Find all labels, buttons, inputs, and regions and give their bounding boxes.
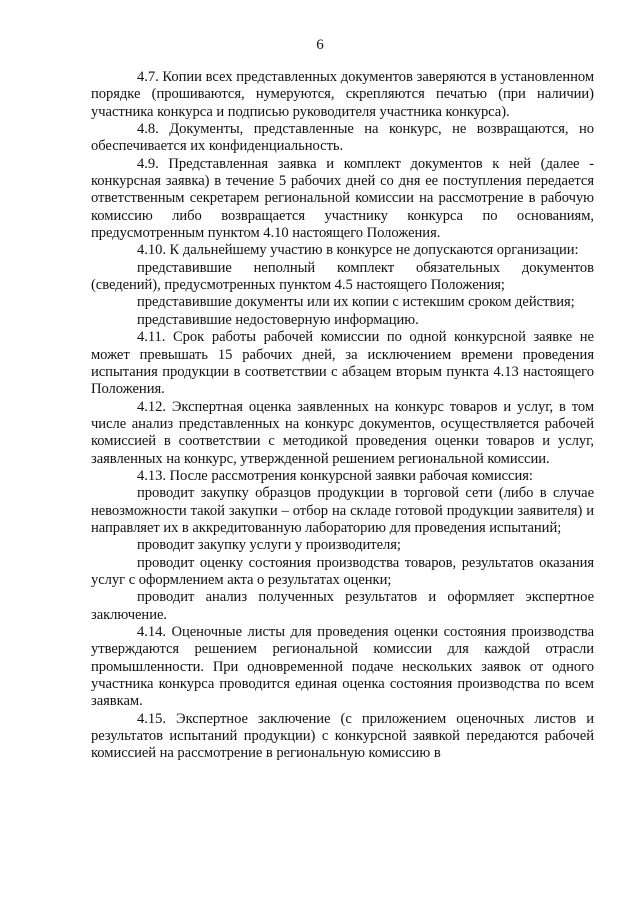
list-item-sample-purchase: проводит закупку образцов продукции в торговой сети (либо в случае невозможности такой закупки – отбор на складе готовой продукции заявителя) и направляет их в аккредитованную лабораторию для проведения испытаний; <box>91 485 594 536</box>
list-item-expert-conclusion: проводит анализ полученных результатов и оформляет экспертное заключение. <box>91 589 594 623</box>
paragraph-4-9: 4.9. Представленная заявка и комплект документов к ней (далее - конкурсная заявка) в течение 5 рабочих дней со дня ее поступления передается ответственным секретарем региональной комиссии на рассмотрение в рабочую комиссию либо возвращается участнику конкурса по основаниям, предусмотренным пунктом 4.10 настоящего Положения. <box>91 155 594 242</box>
paragraph-4-10: 4.10. К дальнейшему участию в конкурсе не допускаются организации: <box>137 242 579 259</box>
list-item-production-assessment: проводит оценку состояния производства товаров, результатов оказания услуг с оформлением акта о результатах оценки; <box>91 554 594 588</box>
paragraph-4-7: 4.7. Копии всех представленных документов заверяются в установленном порядке (прошиваются, нумеруются, скрепляются печатью (при наличии) участника конкурса и подписью руководителя участника конкурса). <box>91 69 594 120</box>
paragraph-4-13: 4.13. После рассмотрения конкурсной заявки рабочая комиссия: <box>137 467 533 484</box>
paragraph-4-12: 4.12. Экспертная оценка заявленных на конкурс товаров и услуг, в том числе анализ представленных на конкурс документов, осуществляется рабочей комиссией в соответствии с методикой проведения оценки товаров и услуг, заявленных на конкурс, утвержденной решением региональной комиссии. <box>91 398 594 467</box>
paragraph-4-15: 4.15. Экспертное заключение (с приложением оценочных листов и результатов испытаний продукции) с конкурсной заявкой передаются рабочей комиссией на рассмотрение в региональную комиссию в <box>91 710 594 762</box>
list-item-false-information: представившие недостоверную информацию. <box>137 311 419 328</box>
document-body <box>91 69 594 763</box>
paragraph-4-8: 4.8. Документы, представленные на конкурс, не возвращаются, но обеспечивается их конфиденциальность. <box>91 121 594 155</box>
list-item-service-purchase: проводит закупку услуги у производителя; <box>137 537 401 554</box>
paragraph-4-14: 4.14. Оценочные листы для проведения оценки состояния производства утверждаются решением региональной комиссии для каждой отрасли промышленности. При одновременной подаче нескольких заявок от одного участника конкурса проводится единая оценка состояния производства по всем заявкам. <box>91 624 594 710</box>
list-item-expired-documents: представившие документы или их копии с истекшим сроком действия; <box>137 294 575 311</box>
paragraph-4-11: 4.11. Срок работы рабочей комиссии по одной конкурсной заявке не может превышать 15 рабочих дней, за исключением времени проведения испытания продукции в соответствии с абзацем вторым пункта 4.13 настоящего Положения. <box>91 329 594 398</box>
page-number: 6 <box>316 37 324 53</box>
list-item-incomplete-documents: представившие неполный комплект обязательных документов (сведений), предусмотренных пунктом 4.5 настоящего Положения; <box>91 259 594 294</box>
